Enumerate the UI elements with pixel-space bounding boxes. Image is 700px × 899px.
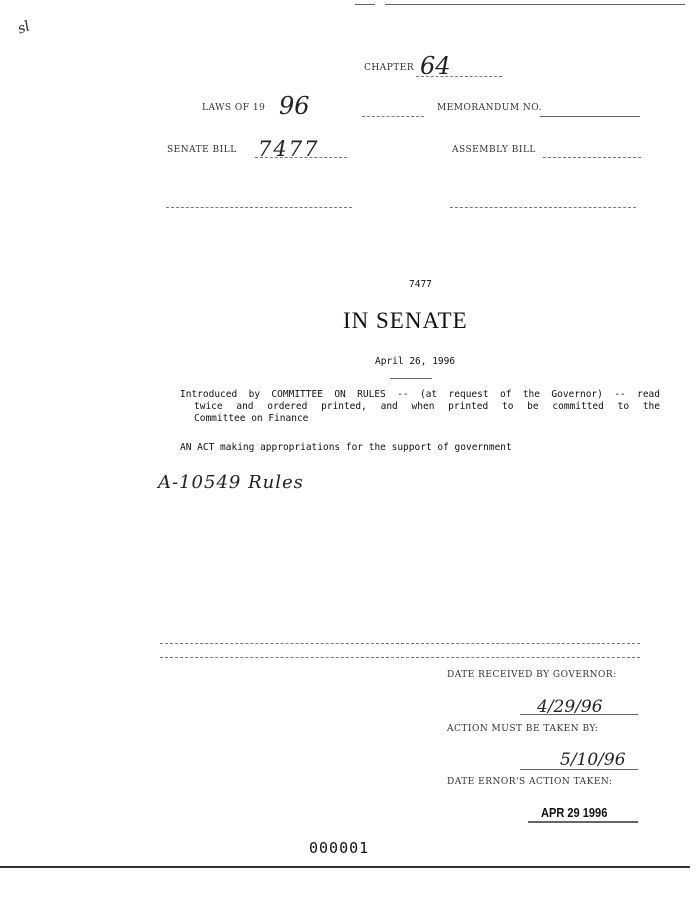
senate-bill-underline (255, 157, 347, 158)
memorandum-underline (540, 116, 640, 117)
divider-dashed (160, 657, 640, 658)
action-date: 5/10/96 (560, 750, 626, 770)
chapter-label: CHAPTER (364, 63, 415, 73)
action-label: ACTION MUST BE TAKEN BY: (447, 724, 599, 734)
page-number: 000001 (309, 839, 370, 857)
senate-bill-number: 7477 (258, 137, 320, 161)
intro-line-1: Introduced by COMMITTEE ON RULES -- (at request of the Governor) -- read (180, 389, 660, 400)
top-rule (355, 4, 375, 5)
bill-date: April 26, 1996 (375, 356, 456, 367)
corner-initials: sl (15, 18, 33, 38)
assembly-bill-label: ASSEMBLY BILL (452, 145, 536, 155)
senate-bill-label: SENATE BILL (167, 145, 237, 155)
laws-year: 96 (279, 92, 310, 120)
divider-dashed (160, 643, 640, 644)
blank-line-left (166, 207, 352, 208)
action-taken-stamp: APR 29 1996 (541, 805, 608, 820)
received-date: 4/29/96 (537, 697, 603, 717)
handwritten-annotation: A-10549 Rules (158, 472, 304, 493)
blank-line-right (450, 207, 636, 208)
date-underline (390, 378, 432, 379)
act-title: AN ACT making appropriations for the support of government (180, 442, 512, 453)
bill-number: 7477 (409, 279, 432, 290)
assembly-bill-underline (543, 157, 641, 158)
laws-underline (362, 116, 424, 117)
chamber-title: IN SENATE (343, 308, 468, 333)
stamp-underline (528, 821, 638, 823)
chapter-number: 64 (420, 52, 451, 80)
action-taken-label: DATE ERNOR'S ACTION TAKEN: (447, 777, 613, 787)
action-underline (520, 769, 638, 770)
intro-line-2: twice and ordered printed, and when printed to be committed to the (194, 401, 660, 412)
intro-line-3: Committee on Finance (194, 413, 309, 424)
chapter-underline (416, 76, 502, 77)
received-underline (520, 714, 638, 715)
memorandum-label: MEMORANDUM NO. (437, 103, 542, 113)
top-rule (385, 4, 685, 5)
laws-label: LAWS OF 19 (202, 103, 266, 113)
bottom-rule (0, 866, 690, 868)
received-label: DATE RECEIVED BY GOVERNOR: (447, 670, 617, 680)
